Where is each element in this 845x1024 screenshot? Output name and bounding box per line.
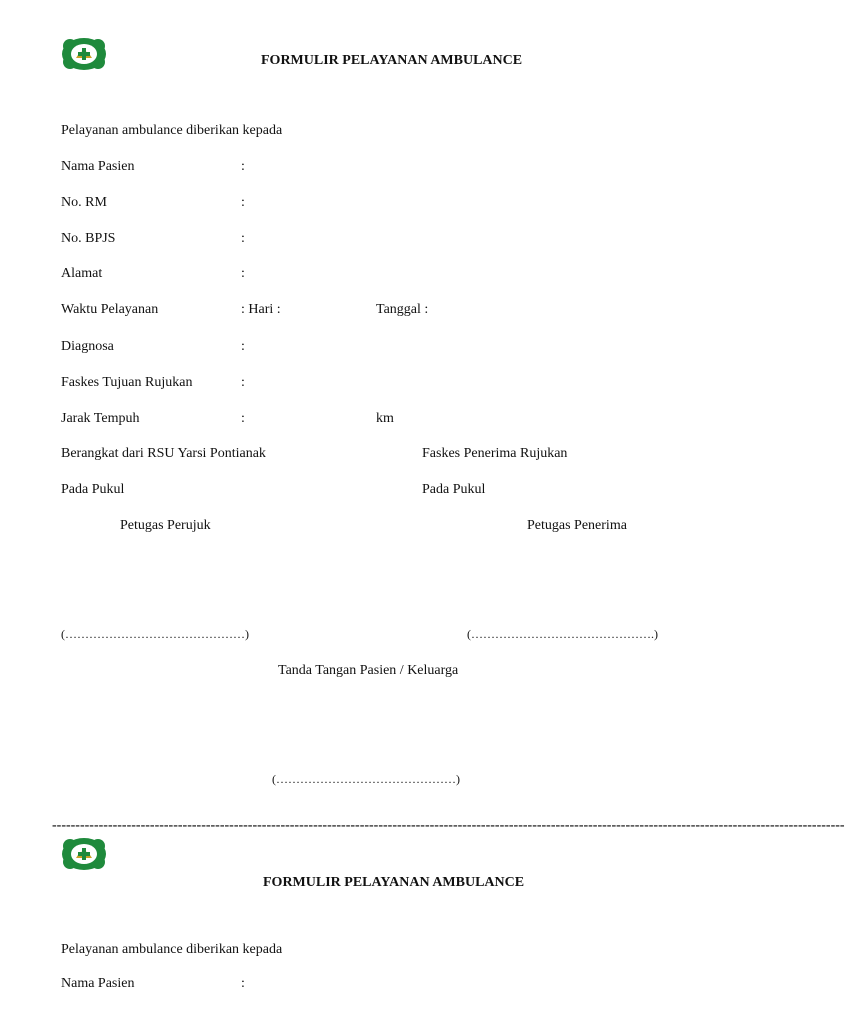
form-title: FORMULIR PELAYANAN AMBULANCE (263, 875, 525, 890)
tanggal-label: Tanggal : (376, 302, 429, 317)
patient-signature-label: Tanda Tangan Pasien / Keluarga (278, 663, 459, 678)
referring-officer-signature-line: (………………………………………) (61, 627, 249, 641)
hospital-logo-icon (60, 36, 108, 72)
receiving-officer-signature-line: (……………………………………….) (467, 627, 658, 641)
intro-text: Pelayanan ambulance diberikan kepada (61, 942, 283, 957)
field-label-waktu-pelayanan: Waktu Pelayanan (61, 302, 159, 317)
field-colon: : (241, 231, 245, 246)
arrival-time-label: Pada Pukul (422, 482, 486, 497)
referring-officer-label: Petugas Perujuk (120, 518, 211, 533)
patient-signature-line: (………………………………………) (272, 772, 460, 786)
field-colon: : (241, 375, 245, 390)
field-label-nama-pasien: Nama Pasien (61, 976, 135, 991)
field-colon: : (241, 976, 245, 991)
field-label-no-bpjs: No. BPJS (61, 231, 116, 246)
depart-time-label: Pada Pukul (61, 482, 125, 497)
field-label-jarak-tempuh: Jarak Tempuh (61, 411, 140, 426)
field-colon: : (241, 195, 245, 210)
field-label-nama-pasien: Nama Pasien (61, 159, 135, 174)
field-colon: : (241, 411, 245, 426)
cut-line-separator: -------------------------------------------------------------------------------------------------------------------------------------------------------------------------- (52, 818, 845, 833)
receiving-facility-label: Faskes Penerima Rujukan (422, 446, 568, 461)
hospital-logo-icon (60, 836, 108, 872)
field-label-no-rm: No. RM (61, 195, 107, 210)
field-colon: : (241, 266, 245, 281)
field-colon: : (241, 339, 245, 354)
field-label-faskes-tujuan: Faskes Tujuan Rujukan (61, 375, 193, 390)
depart-from-label: Berangkat dari RSU Yarsi Pontianak (61, 446, 266, 461)
km-unit-label: km (376, 411, 394, 426)
field-label-diagnosa: Diagnosa (61, 339, 114, 354)
field-label-alamat: Alamat (61, 266, 103, 281)
intro-text: Pelayanan ambulance diberikan kepada (61, 123, 283, 138)
field-colon: : (241, 159, 245, 174)
field-colon-hari: : Hari : (241, 302, 281, 317)
receiving-officer-label: Petugas Penerima (527, 518, 627, 533)
form-title: FORMULIR PELAYANAN AMBULANCE (261, 53, 523, 68)
